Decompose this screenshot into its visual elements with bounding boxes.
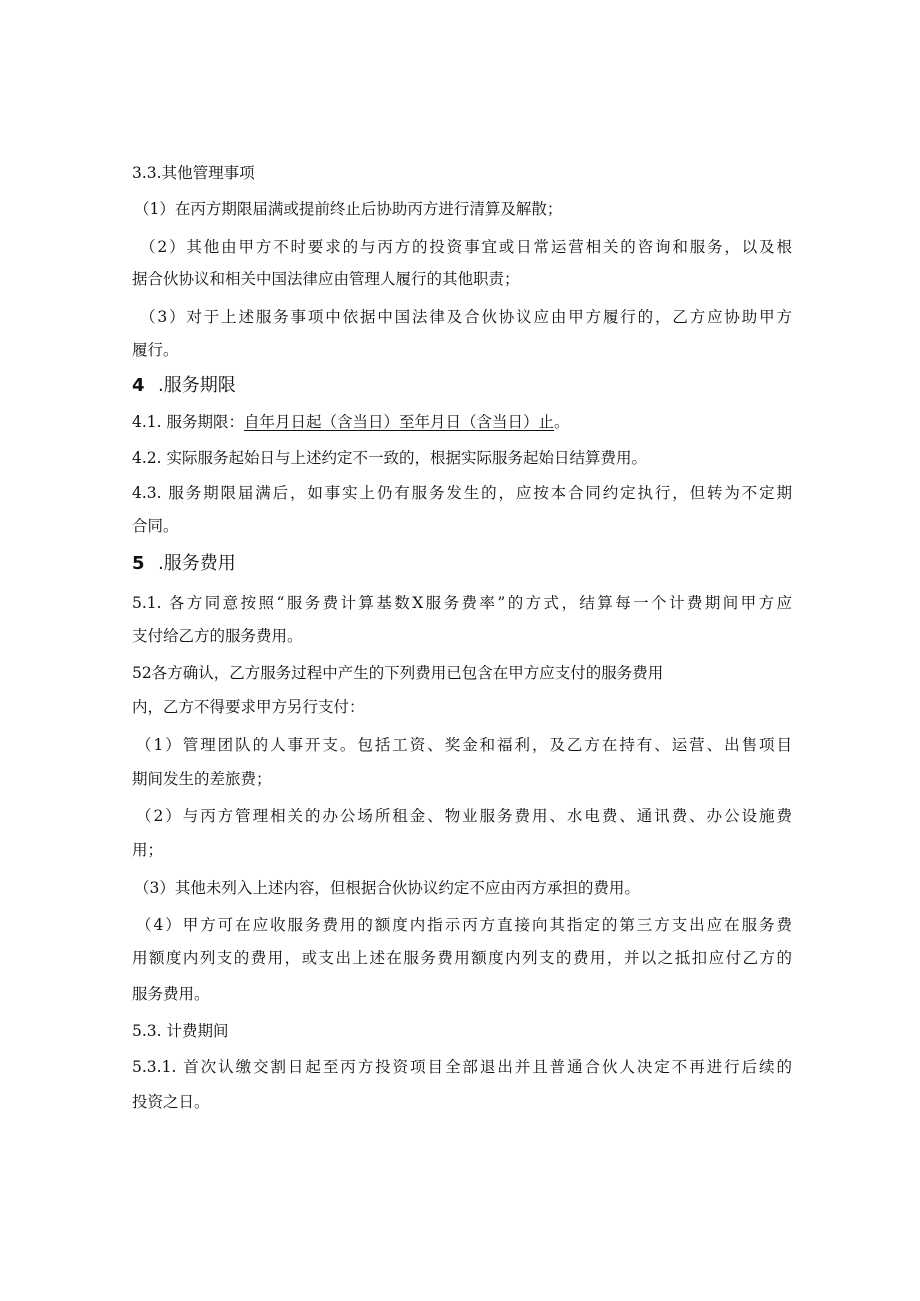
expense-item-2-line-2: 用； <box>132 841 164 859</box>
expense-item-4-line-1: （4）甲方可在应收服务费用的额度内指示丙方直接向其指定的第三方支出应在服务费 <box>136 916 792 934</box>
expense-item-1-line-1: （1）管理团队的人事开支。包括工资、奖金和福利，及乙方在持有、运营、出售项目 <box>136 736 792 754</box>
clause-5-2-line-2: 内，乙方不得要求甲方另行支付： <box>132 698 365 716</box>
clause-4-3-line-2: 合同。 <box>132 517 179 535</box>
section-5-number: 5 <box>132 553 145 574</box>
clause-3-3-item-2-line-1: （2）其他由甲方不时要求的与丙方的投资事宜或日常运营相关的咨询和服务，以及根 <box>140 238 792 256</box>
clause-5-3-title: 5.3. 计费期间 <box>132 1022 229 1040</box>
clause-3-3-item-2-line-2: 据合伙协议和相关中国法律应由管理人履行的其他职责； <box>132 270 520 288</box>
expense-item-4-line-3: 服务费用。 <box>132 985 210 1003</box>
section-4-heading <box>132 374 236 398</box>
expense-item-1-line-2: 期间发生的差旅费； <box>132 770 272 788</box>
expense-item-2-line-1: （2）与丙方管理相关的办公场所租金、物业服务费用、水电费、通讯费、办公设施费 <box>136 807 792 825</box>
section-5-heading <box>132 552 236 576</box>
clause-5-2-line-1: 52各方确认，乙方服务过程中产生的下列费用已包含在甲方应支付的服务费用 <box>132 664 664 682</box>
clause-4-1-label: 4.1. 服务期限： <box>132 413 245 431</box>
clause-4-2: 4.2. 实际服务起始日与上述约定不一致的，根据实际服务起始日结算费用。 <box>132 449 648 467</box>
service-period-blank: 自年月日起（含当日）至年月日（含当日）止 <box>244 413 555 431</box>
clause-3-3-title: 3.3.其他管理事项 <box>132 164 255 182</box>
clause-5-3-1-line-2: 投资之日。 <box>132 1093 210 1111</box>
clause-5-1-line-2: 支付给乙方的服务费用。 <box>132 627 303 645</box>
clause-4-3-line-1: 4.3. 服务期限届满后，如事实上仍有服务发生的，应按本合同约定执行，但转为不定期 <box>132 484 792 502</box>
clause-4-1 <box>132 411 792 433</box>
clause-3-3-item-3-line-1: （3）对于上述服务事项中依据中国法律及合伙协议应由甲方履行的，乙方应协助甲方 <box>140 308 792 326</box>
expense-item-4-line-2: 用额度内列支的费用，或支出上述在服务费用额度内列支的费用，并以之抵扣应付乙方的 <box>132 949 792 967</box>
section-4-number: 4 <box>132 375 145 396</box>
clause-5-1-line-1: 5.1. 各方同意按照“服务费计算基数X服务费率”的方式，结算每一个计费期间甲方应 <box>132 594 792 612</box>
clause-4-1-end: 。 <box>554 413 570 431</box>
section-4-title: .服务期限 <box>158 375 236 396</box>
expense-item-3: （3）其他未列入上述内容，但根据合伙协议约定不应由丙方承担的费用。 <box>134 879 640 897</box>
section-5-title: .服务费用 <box>158 553 236 574</box>
clause-3-3-item-1: （1）在丙方期限届满或提前终止后协助丙方进行清算及解散； <box>134 200 563 218</box>
clause-3-3-item-3-line-2: 履行。 <box>132 341 179 359</box>
clause-5-3-1-line-1: 5.3.1. 首次认缴交割日起至丙方投资项目全部退出并且普通合伙人决定不再进行后续的 <box>132 1058 792 1076</box>
